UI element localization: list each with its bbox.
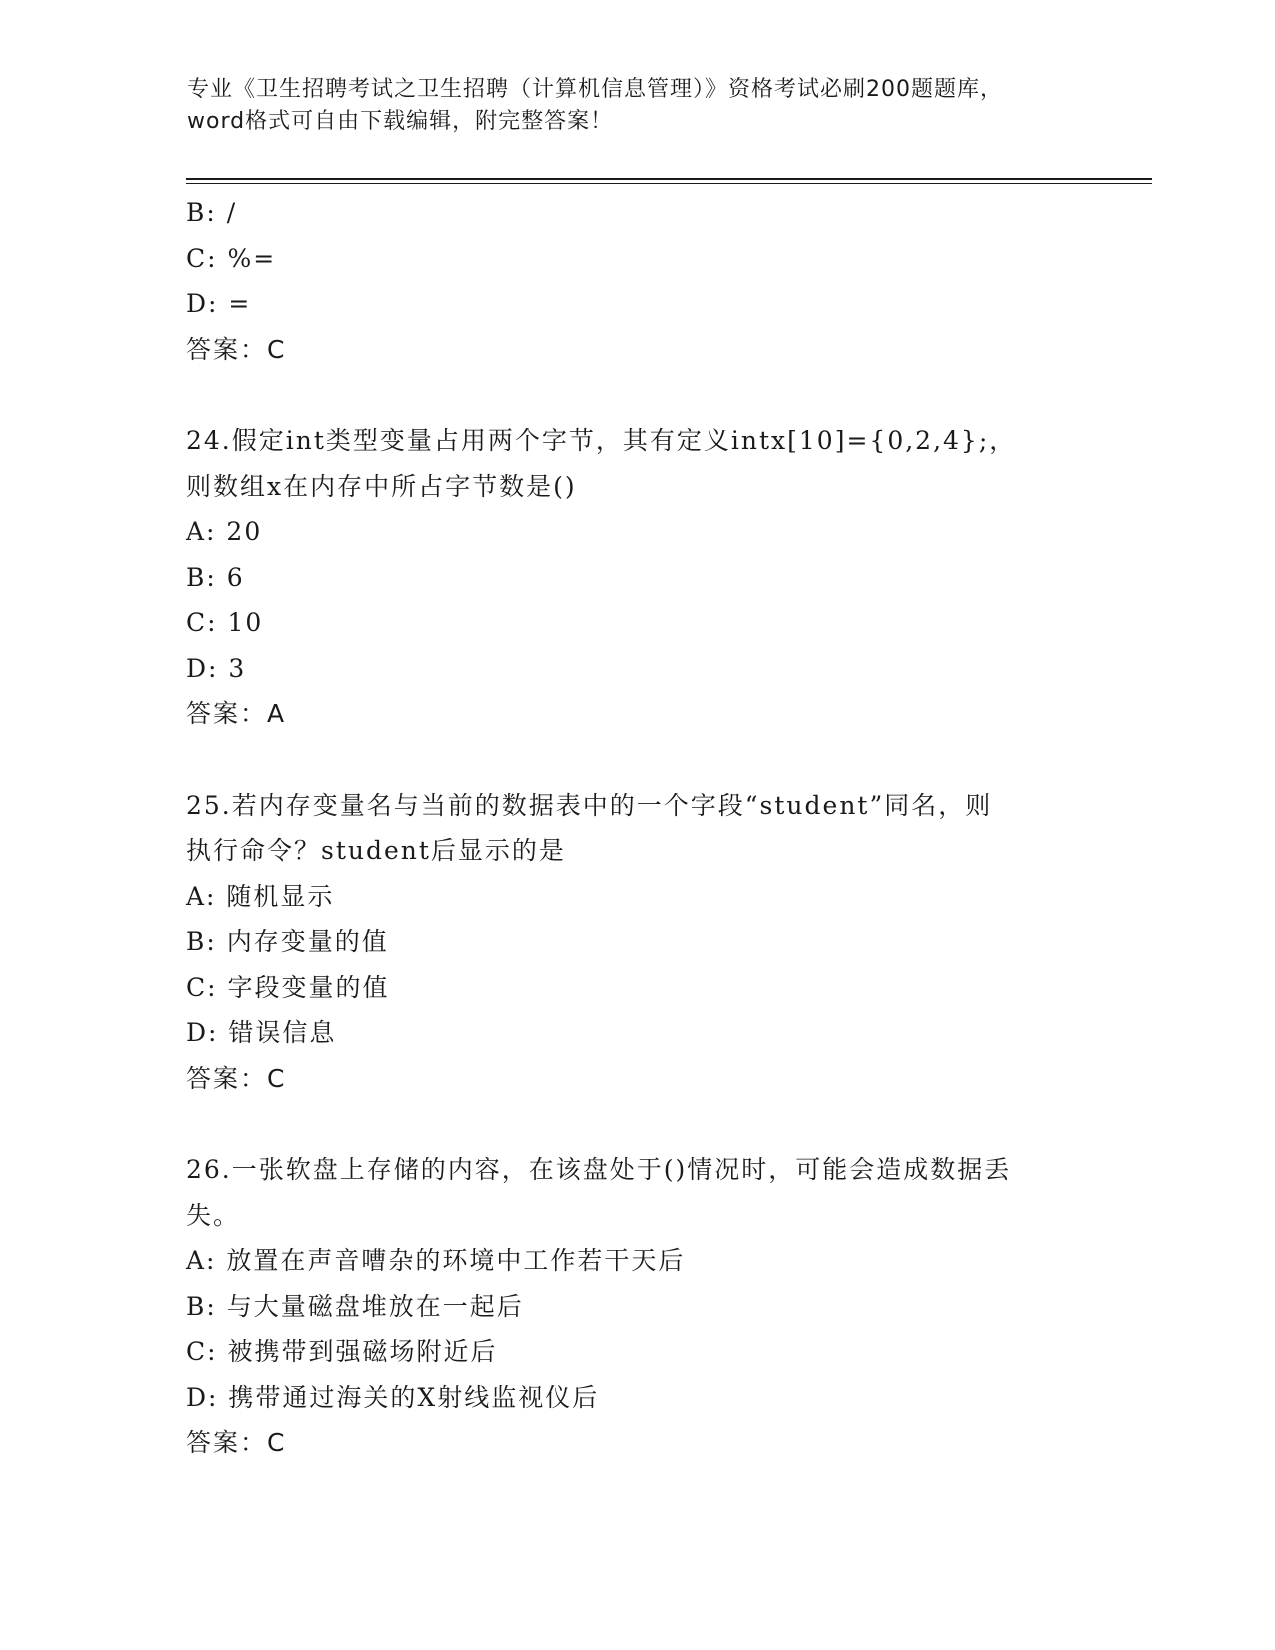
option-d: D: 错误信息 <box>186 1018 337 1047</box>
answer-line: 答案：C <box>186 334 287 364</box>
header-title-line-1: 专业《卫生招聘考试之卫生招聘（计算机信息管理）》资格考试必刷200题题库， <box>187 77 1003 102</box>
header-title-line-2: word格式可自由下载编辑，附完整答案！ <box>187 109 614 134</box>
spacer <box>186 737 1086 783</box>
option-c: C: 被携带到强磁场附近后 <box>186 1337 498 1366</box>
question-text-line-1: 25.若内存变量名与当前的数据表中的一个字段“student”同名，则 <box>186 790 993 820</box>
option-b: B: / <box>186 198 238 227</box>
option-a: A: 20 <box>186 517 263 546</box>
answer-line: 答案：C <box>186 1063 287 1093</box>
document-header <box>187 74 1087 138</box>
answer-line: 答案：C <box>186 1428 287 1457</box>
option-c: C: %= <box>186 243 277 273</box>
option-d: D: 3 <box>186 653 247 683</box>
answer-line: 答案：A <box>186 699 287 728</box>
question-text-line-1: 26.一张软盘上存储的内容，在该盘处于()情况时，可能会造成数据丢 <box>186 1155 1012 1184</box>
option-d: D: = <box>186 289 252 318</box>
question-25 <box>186 783 1086 1102</box>
option-a: A: 放置在声音嘈杂的环境中工作若干天后 <box>186 1246 686 1275</box>
question-text-line-2: 则数组x在内存中所占字节数是() <box>186 471 577 501</box>
option-b: B: 内存变量的值 <box>186 927 389 956</box>
question-text-line-2: 失。 <box>186 1200 241 1230</box>
spacer <box>186 1101 1086 1147</box>
option-b: B: 与大量磁盘堆放在一起后 <box>186 1291 524 1321</box>
option-c: C: 字段变量的值 <box>186 972 390 1002</box>
question-text-line-2: 执行命令？student后显示的是 <box>186 836 566 865</box>
question-list <box>186 190 1086 1466</box>
option-b: B: 6 <box>186 562 245 592</box>
spacer <box>186 372 1086 418</box>
header-divider <box>186 178 1152 184</box>
question-24 <box>186 418 1086 737</box>
question-26 <box>186 1147 1086 1466</box>
question-text-line-1: 24.假定int类型变量占用两个字节，其有定义intx[10]={0,2,4};， <box>186 426 1017 455</box>
previous-question-tail <box>186 190 1086 372</box>
option-a: A: 随机显示 <box>186 881 335 911</box>
option-c: C: 10 <box>186 608 264 637</box>
option-d: D: 携带通过海关的X射线监视仪后 <box>186 1382 600 1412</box>
